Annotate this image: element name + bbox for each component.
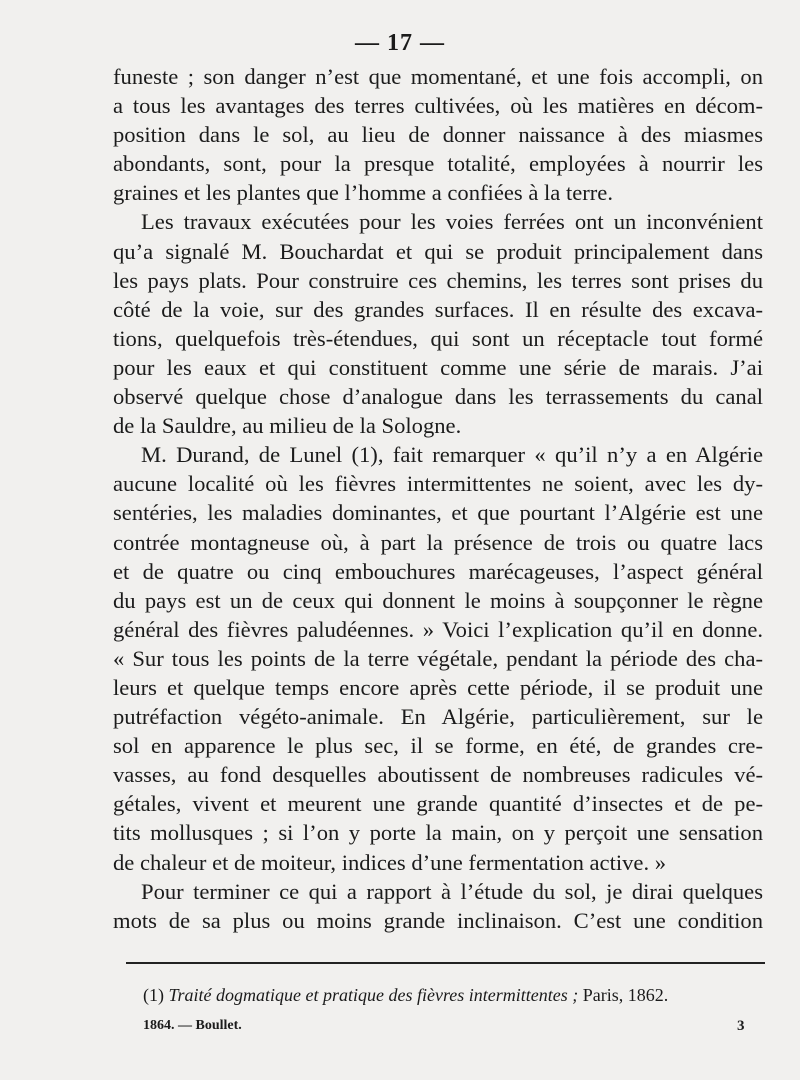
text-line: côté de la voie, sur des grandes surfaces. Il en résulte des excava-	[113, 296, 763, 322]
footnote	[143, 985, 668, 1006]
body-text	[113, 62, 763, 935]
text-line: position dans le sol, au lieu de donner naissance à des miasmes	[113, 122, 763, 148]
page-number: — 17 —	[355, 30, 445, 56]
text-line: du pays est un de ceux qui donnent le moins à soupçonner le règne	[113, 587, 763, 613]
text-line: gétales, vivent et meurent une grande quantité d’insectes et de pe-	[113, 791, 763, 817]
printer-imprint: 1864. — Boullet.	[143, 1018, 242, 1033]
footnote-divider	[126, 962, 765, 964]
text-line: leurs et quelque temps encore après cette période, il se produit une	[113, 674, 763, 700]
text-line: abondants, sont, pour la presque totalité, employées à nourrir les	[113, 151, 763, 177]
text-line: graines et les plantes que l’homme a confiées à la terre.	[113, 180, 613, 206]
text-line: général des fièvres paludéennes. » Voici l’explication qu’il en donne.	[113, 616, 763, 642]
text-line: Les travaux exécutées pour les voies ferrées ont un inconvénient	[141, 209, 763, 235]
text-line: a tous les avantages des terres cultivées, où les matières en décom-	[113, 93, 763, 119]
text-line: de la Sauldre, au milieu de la Sologne.	[113, 413, 462, 439]
footnote-imprint: Paris, 1862.	[582, 985, 669, 1005]
footnote-title: Traité dogmatique et pratique des fièvres intermittentes ;	[168, 985, 579, 1005]
text-line: tits mollusques ; si l’on y porte la main, on y perçoit une sensation	[113, 820, 763, 846]
signature-mark: 3	[737, 1018, 745, 1034]
text-line: sentéries, les maladies dominantes, et que pourtant l’Algérie est une	[113, 500, 763, 526]
text-line: pour les eaux et qui constituent comme une série de marais. J’ai	[113, 354, 763, 380]
text-line: Pour terminer ce qui a rapport à l’étude du sol, je dirai quelques	[141, 878, 763, 904]
text-line: de chaleur et de moiteur, indices d’une fermentation active. »	[113, 849, 667, 875]
text-line: qu’a signalé M. Bouchardat et qui se produit principalement dans	[113, 238, 763, 264]
text-line: les pays plats. Pour construire ces chemins, les terres sont prises du	[113, 267, 763, 293]
text-line: aucune localité où les fièvres intermittentes ne soient, avec les dy-	[113, 471, 763, 497]
text-line: contrée montagneuse où, à part la présence de trois ou quatre lacs	[113, 529, 763, 555]
text-line: M. Durand, de Lunel (1), fait remarquer « qu’il n’y a en Algérie	[141, 442, 763, 468]
text-line: observé quelque chose d’analogue dans les terrassements du canal	[113, 384, 763, 410]
text-line: putréfaction végéto-animale. En Algérie, particulièrement, sur le	[113, 704, 763, 730]
text-line: tions, quelquefois très-étendues, qui sont un réceptacle tout formé	[113, 325, 763, 351]
footnote-marker: (1)	[143, 985, 164, 1005]
text-line: sol en apparence le plus sec, il se forme, en été, de grandes cre-	[113, 733, 763, 759]
text-line: vasses, au fond desquelles aboutissent de nombreuses radicules vé-	[113, 762, 763, 788]
text-line: « Sur tous les points de la terre végétale, pendant la période des cha-	[113, 645, 763, 671]
text-line: et de quatre ou cinq embouchures marécageuses, l’aspect général	[113, 558, 763, 584]
text-line: funeste ; son danger n’est que momentané, et une fois accompli, on	[113, 64, 763, 89]
text-line: mots de sa plus ou moins grande inclinaison. C’est une condition	[113, 907, 763, 933]
